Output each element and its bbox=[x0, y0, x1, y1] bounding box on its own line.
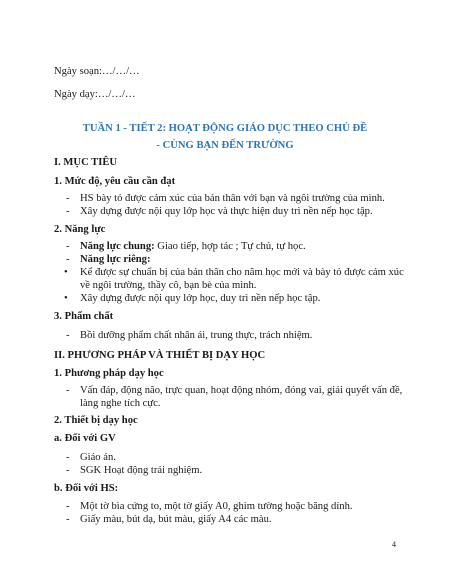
dash-bullet: - bbox=[66, 385, 70, 396]
heading-phuong-phap-day-hoc: 1. Phương pháp dạy học bbox=[54, 368, 164, 379]
dash-bullet: - bbox=[66, 330, 70, 341]
dash-bullet: - bbox=[66, 501, 70, 512]
dash-bullet: - bbox=[66, 193, 70, 204]
page-number: 4 bbox=[392, 540, 396, 549]
list-item: Giáo án. bbox=[80, 452, 116, 463]
dot-bullet-icon: • bbox=[64, 293, 68, 304]
heading-thiet-bi: 2. Thiết bị dạy học bbox=[54, 415, 138, 426]
dash-bullet: - bbox=[66, 254, 70, 265]
list-item-continued: về ngôi trường, thầy cô, bạn bè của mình. bbox=[80, 280, 257, 291]
list-item: SGK Hoạt động trải nghiệm. bbox=[80, 465, 203, 476]
nang-luc-chung-text: Giao tiếp, hợp tác ; Tự chủ, tự học. bbox=[154, 241, 306, 252]
section-phuong-phap: II. PHƯƠNG PHÁP VÀ THIẾT BỊ DẠY HỌC bbox=[54, 350, 266, 361]
heading-nang-luc: 2. Năng lực bbox=[54, 224, 106, 235]
lesson-title-line2: - CÙNG BẠN ĐẾN TRƯỜNG bbox=[156, 140, 294, 151]
nang-luc-chung-label: Năng lực chung: bbox=[80, 241, 155, 252]
dot-bullet-icon: • bbox=[64, 267, 68, 278]
heading-pham-chat: 3. Phẩm chất bbox=[54, 311, 114, 322]
list-item: Xây dựng được nội quy lớp học và thực hiện duy trì nền nếp học tập. bbox=[80, 206, 373, 217]
heading-doi-voi-hs: b. Đối với HS: bbox=[54, 483, 119, 494]
lesson-title-line1: TUẦN 1 - TIẾT 2: HOẠT ĐỘNG GIÁO DỤC THEO CHỦ ĐỀ bbox=[82, 123, 368, 134]
list-item: Xây dựng được nội quy lớp học, duy trì nền nếp học tập. bbox=[80, 293, 321, 304]
dash-bullet: - bbox=[66, 206, 70, 217]
dash-bullet: - bbox=[66, 452, 70, 463]
nang-luc-chung bbox=[80, 240, 306, 253]
list-item: Vấn đáp, động não, trực quan, hoạt động nhóm, đóng vai, giải quyết vấn đề, bbox=[80, 385, 403, 396]
dash-bullet: - bbox=[66, 514, 70, 525]
list-item: Kể được sự chuẩn bị của bản thân cho năm học mới và bày tỏ được cảm xúc bbox=[80, 267, 404, 278]
ngay-soan: Ngày soạn:…/…/… bbox=[54, 66, 140, 77]
list-item: Giấy màu, bút dạ, bút màu, giấy A4 các màu. bbox=[80, 514, 272, 525]
nang-luc-rieng-label: Năng lực riêng: bbox=[80, 254, 151, 265]
section-muc-tieu: I. MỤC TIÊU bbox=[54, 157, 118, 168]
dash-bullet: - bbox=[66, 465, 70, 476]
dash-bullet: - bbox=[66, 241, 70, 252]
list-item: HS bày tỏ được cảm xúc của bản thân với bạn và ngôi trường của mình. bbox=[80, 193, 385, 204]
heading-doi-voi-gv: a. Đối với GV bbox=[54, 433, 116, 444]
list-item: Một tờ bìa cứng to, một tờ giấy A0, ghim tường hoặc băng dính. bbox=[80, 501, 353, 512]
list-item: Bồi dưỡng phẩm chất nhân ái, trung thực, trách nhiệm. bbox=[80, 330, 313, 341]
ngay-day: Ngày dạy:…/…/… bbox=[54, 89, 136, 100]
heading-muc-do: 1. Mức độ, yêu cầu cần đạt bbox=[54, 176, 176, 187]
list-item-continued: làng nghe tích cực. bbox=[80, 398, 161, 409]
